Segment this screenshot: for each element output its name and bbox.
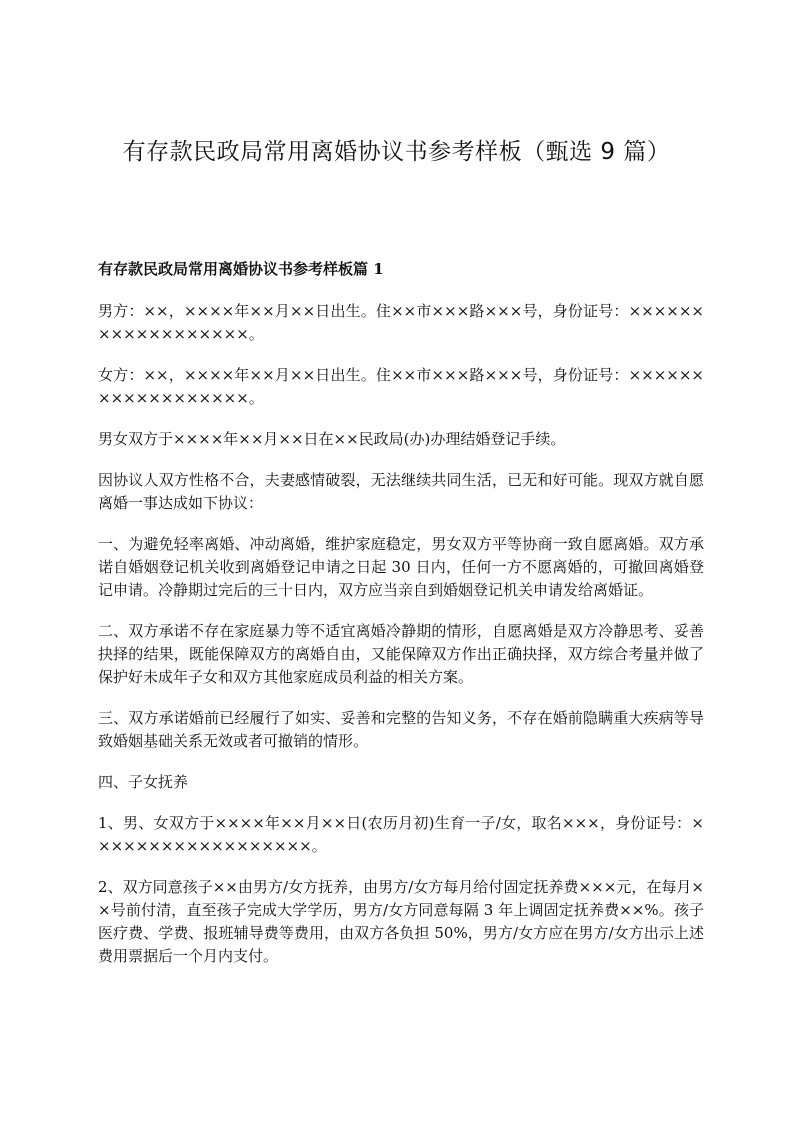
paragraph-male-party: 男方：××，××××年××月××日出生。住××市×××路×××号，身份证号：××××××××××××××××××。	[98, 302, 704, 343]
section-heading: 有存款民政局常用离婚协议书参考样板篇 1	[98, 260, 384, 278]
paragraph-reason: 因协议人双方性格不合，夫妻感情破裂，无法继续共同生活，已无和好可能。现双方就自愿离婚一事达成如下协议：	[98, 471, 704, 512]
paragraph-clause-1: 一、为避免轻率离婚、冲动离婚，维护家庭稳定，男女双方平等协商一致自愿离婚。双方承诺自婚姻登记机关收到离婚登记申请之日起 30 日内，任何一方不愿离婚的，可撤回离婚登记申请。冷静期过完后的三十日内，双方应当亲自到婚姻登记机关申请发给离婚证。	[98, 535, 704, 599]
paragraph-child-support: 2、双方同意孩子××由男方/女方抚养，由男方/女方每月给付固定抚养费×××元，在每月××号前付清，直至孩子完成大学学历，男方/女方同意每隔 3 年上调固定抚养费××%。孩子医疗费、学费、报班辅导费等费用，由双方各负担 50%，男方/女方应在男方/女方出示上述费用票据后一个月内支付。	[98, 878, 704, 965]
paragraph-child-info: 1、男、女双方于××××年××月××日(农历月初)生育一子/女，取名×××，身份证号：××××××××××××××××××。	[98, 814, 704, 855]
paragraph-clause-4-heading: 四、子女抚养	[98, 773, 189, 791]
paragraph-marriage-registration: 男女双方于××××年××月××日在××民政局(办)办理结婚登记手续。	[98, 430, 566, 448]
paragraph-clause-2: 二、双方承诺不存在家庭暴力等不适宜离婚冷静期的情形，自愿离婚是双方冷静思考、妥善抉择的结果，既能保障双方的离婚自由，又能保障双方作出正确抉择，双方综合考量并做了保护好未成年子女和双方其他家庭成员利益的相关方案。	[98, 622, 704, 686]
document-body	[98, 300, 704, 986]
paragraph-clause-3: 三、双方承诺婚前已经履行了如实、妥善和完整的告知义务，不存在婚前隐瞒重大疾病等导致婚姻基础关系无效或者可撤销的情形。	[98, 709, 704, 750]
document-title: 有存款民政局常用离婚协议书参考样板（甄选 9 篇）	[122, 139, 671, 165]
paragraph-female-party: 女方：××，××××年××月××日出生。住××市×××路×××号，身份证号：××××××××××××××××××。	[98, 366, 704, 407]
